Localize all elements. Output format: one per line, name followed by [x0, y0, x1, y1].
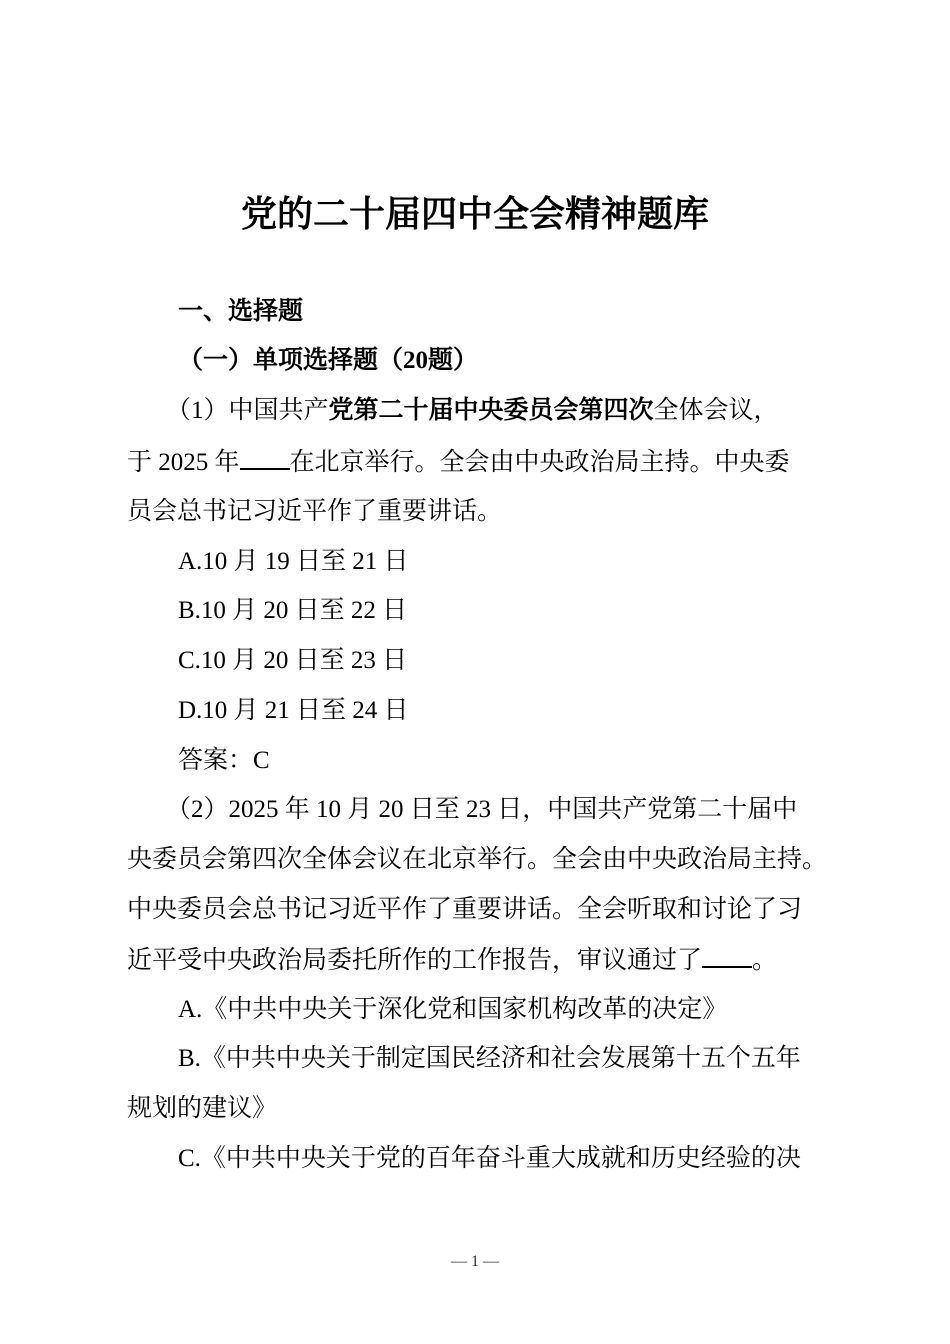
q1-line: [127, 446, 790, 479]
q2-line: 中央委员会总书记习近平作了重要讲话。全会听取和讨论了习: [127, 896, 803, 923]
section-heading: 一、选择题: [178, 298, 304, 325]
page-number: — 1 —: [451, 1253, 499, 1270]
q2-option-b-cont: 规划的建议》: [127, 1095, 278, 1122]
q2-line: 央委员会第四次全体会议在北京举行。全会由中央政治局主持。: [127, 846, 828, 873]
q1-option-b: B.10 月 20 日至 22 日: [178, 597, 408, 624]
fill-blank: [702, 944, 752, 968]
q1-text: 在北京举行。全会由中央政治局主持。中央委: [289, 449, 790, 476]
q2-option-b: B.《中共中央关于制定国民经济和社会发展第十五个五年: [178, 1045, 801, 1072]
q2-line: [127, 944, 777, 977]
q1-answer: 答案：C: [178, 747, 270, 774]
q2-line: （2）2025 年 10 月 20 日至 23 日，中国共产党第二十届中: [166, 796, 798, 823]
q1-option-c: C.10 月 20 日至 23 日: [178, 647, 408, 674]
subsection-heading: （一）单项选择题（20题）: [178, 347, 479, 374]
fill-blank: [240, 446, 290, 470]
q1-option-d: D.10 月 21 日至 24 日: [178, 697, 409, 724]
q2-text: 。: [752, 947, 778, 974]
q1-text: （1）中国共产: [166, 397, 329, 424]
document-title: 党的二十届四中全会精神题库: [240, 194, 709, 234]
q1-bold-text: 党第二十届中央委员会第四次: [328, 397, 654, 424]
q1-text: 于 2025 年: [127, 449, 240, 476]
q2-option-c: C.《中共中央关于党的百年奋斗重大成就和历史经验的决: [178, 1145, 801, 1172]
q2-text: 近平受中央政治局委托所作的工作报告，审议通过了: [127, 947, 703, 974]
q1-line: [166, 395, 779, 427]
q2-option-a: A.《中共中央关于深化党和国家机构改革的决定》: [178, 996, 728, 1023]
q1-line: 员会总书记习近平作了重要讲话。: [127, 498, 503, 525]
q1-option-a: A.10 月 19 日至 21 日: [178, 548, 409, 575]
q1-text: 全体会议，: [653, 397, 779, 424]
